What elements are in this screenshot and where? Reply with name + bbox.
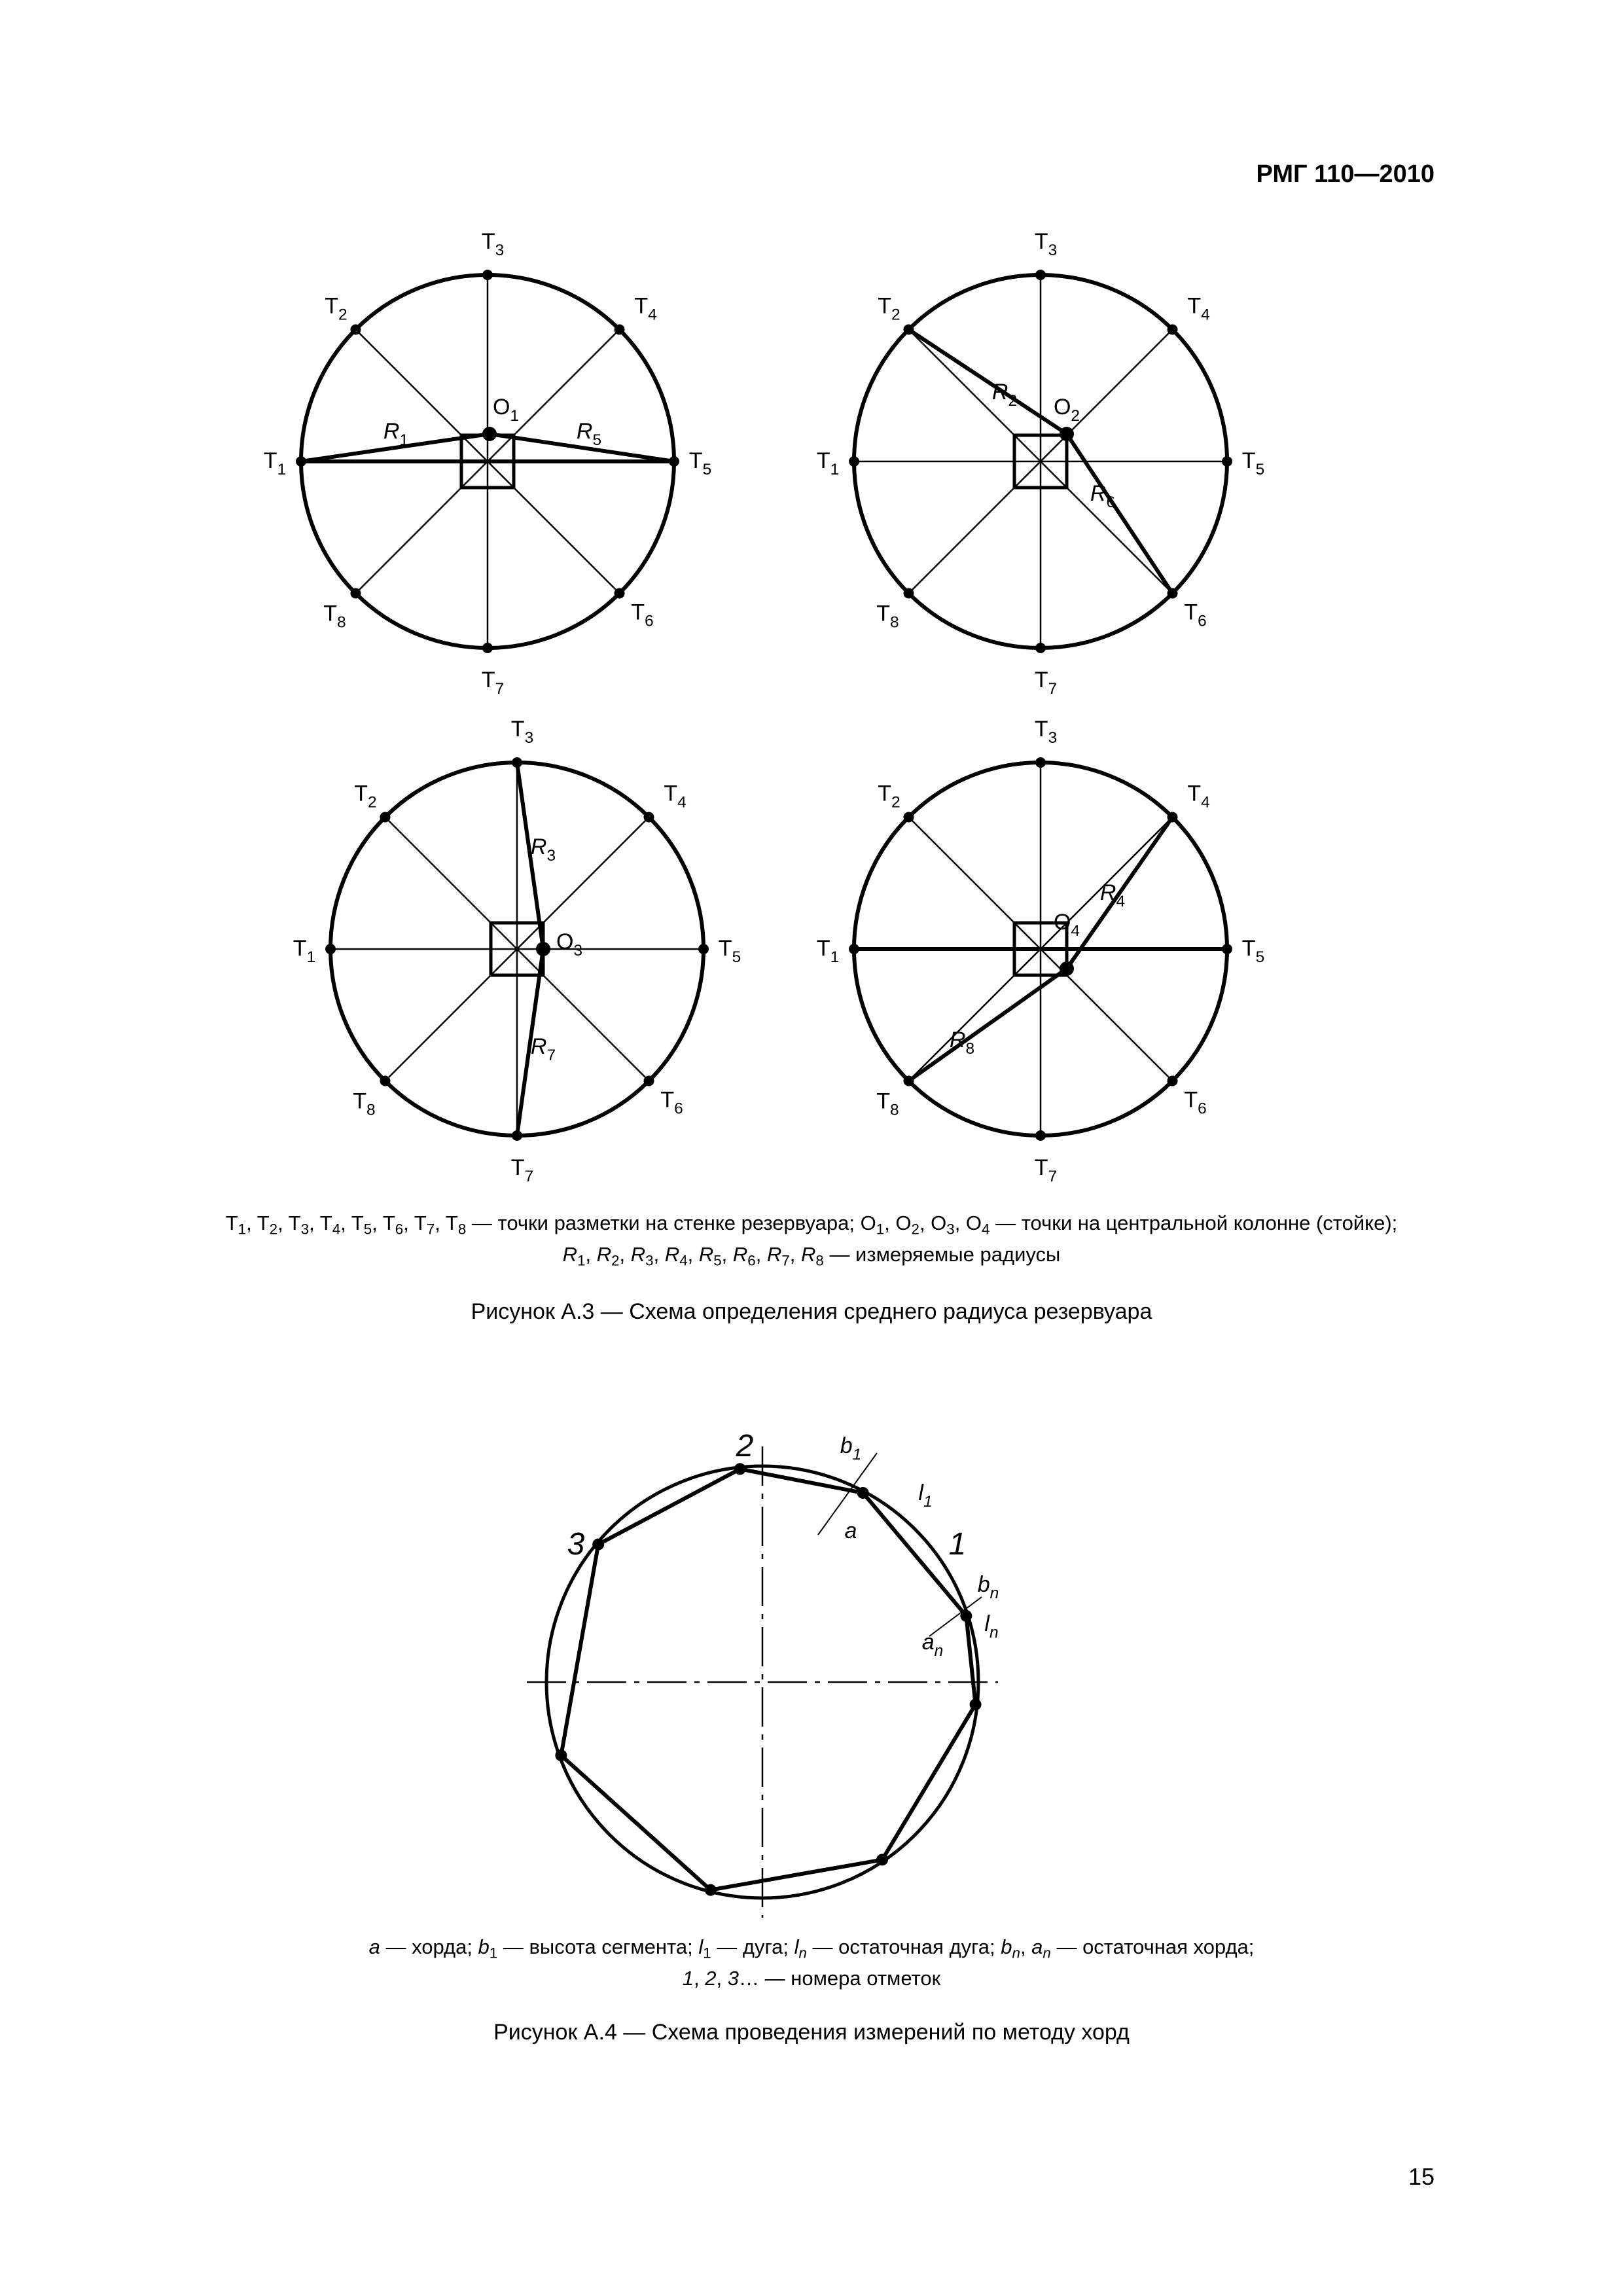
figure-a3-legend-line1: $T_1$, $T_2$, $T_3$, $T_4$, $T_5$, $T_6$, $T_7$, $T_8$ — точки разметки на стенке резервуара; $O_1$, $O_2$, $O_3$, $O_4$ — точки на центральной колонне (стойке); [225, 1211, 1398, 1238]
marking-point-t1 [849, 944, 859, 954]
point-label-t2: $T_2$ [325, 293, 348, 324]
mark-point-7 [970, 1698, 982, 1710]
radius-label-r4: $R_4$ [1099, 880, 1126, 910]
radius-label-r8: $R_8$ [949, 1028, 975, 1058]
tank-diagram-1 [264, 229, 711, 698]
marking-point-t7 [482, 643, 493, 653]
label-l1: $l_1$ [918, 1480, 933, 1511]
marking-point-t3 [512, 757, 522, 768]
mark-number-2: 2 [736, 1429, 754, 1463]
mark-number-3: 3 [567, 1527, 585, 1562]
figure-a3-diagrams [264, 229, 1264, 1185]
radius-label-r2: $R_2$ [991, 380, 1018, 410]
mark-point-5 [705, 1884, 717, 1896]
center-label-o1: $O_1$ [492, 395, 520, 425]
marking-point-t4 [644, 812, 654, 822]
radius-label-r6: $R_6$ [1090, 481, 1116, 511]
label-ln: $l_n$ [984, 1611, 999, 1641]
marking-point-t8 [903, 588, 914, 599]
column-point-o3 [536, 942, 550, 956]
marking-point-t3 [1035, 270, 1046, 280]
point-label-t8: $T_8$ [876, 1088, 899, 1119]
marking-point-t5 [669, 456, 679, 467]
point-label-t7: $T_7$ [481, 668, 505, 698]
point-label-t6: $T_6$ [1184, 600, 1207, 630]
point-label-t1: $T_1$ [263, 448, 287, 478]
figure-a4-legend-line1: a — хорда; $b_1$ — высота сегмента; $l_1$ — дуга; $l_n$ — остаточная дуга; $b_n$, $a_n$ — остаточная хорда; [368, 1935, 1255, 1962]
label-an: $a_n$ [921, 1630, 944, 1660]
marking-point-t1 [849, 456, 859, 467]
marking-point-t2 [380, 812, 390, 822]
marking-point-t6 [615, 588, 625, 599]
marking-point-t7 [1035, 643, 1046, 653]
point-label-t3: $T_3$ [1034, 717, 1058, 747]
label-b1: $b_1$ [840, 1433, 862, 1463]
chord-line [561, 1545, 598, 1755]
page-number: 15 [1408, 2163, 1435, 2190]
point-label-t4: $T_4$ [664, 781, 687, 812]
point-label-t5: $T_5$ [1241, 936, 1265, 966]
point-label-t5: $T_5$ [718, 936, 741, 966]
marking-point-t5 [1222, 456, 1232, 467]
marking-point-t3 [482, 270, 493, 280]
point-label-t8: $T_8$ [876, 601, 899, 632]
radius-label-r1: $R_1$ [383, 419, 409, 449]
marking-point-t7 [512, 1130, 522, 1141]
label-a: a [844, 1518, 857, 1543]
center-label-o2: $O_2$ [1053, 395, 1080, 425]
document-number: РМГ 110—2010 [1256, 160, 1435, 188]
point-label-t7: $T_7$ [1034, 668, 1058, 698]
measured-radius-line [908, 969, 1067, 1081]
chord-line [598, 1469, 740, 1544]
figure-a3-legend-line2: $R_1$, $R_2$, $R_3$, $R_4$, $R_5$, $R_6$, $R_7$, $R_8$ — измеряемые радиусы [562, 1243, 1061, 1269]
tank-diagram-3 [293, 717, 741, 1185]
marking-point-t8 [350, 588, 361, 599]
marking-point-t4 [1168, 324, 1178, 334]
point-label-t1: $T_1$ [293, 936, 316, 966]
mark-point-2 [734, 1463, 746, 1475]
marking-point-t6 [1168, 588, 1178, 599]
marking-point-t3 [1035, 757, 1046, 768]
center-label-o3: $O_3$ [556, 929, 583, 960]
chord-line [882, 1704, 976, 1859]
chord-line [561, 1755, 710, 1890]
column-point-o2 [1060, 427, 1074, 441]
radius-label-r5: $R_5$ [576, 419, 602, 449]
figure-a4-caption: Рисунок А.4 — Схема проведения измерений по методу хорд [493, 2020, 1130, 2045]
center-label-o4: $O_4$ [1053, 910, 1080, 940]
column-point-o4 [1060, 961, 1074, 976]
point-label-t4: $T_4$ [634, 293, 657, 324]
point-label-t3: $T_3$ [1034, 229, 1058, 259]
marking-point-t2 [903, 812, 914, 822]
point-label-t2: $T_2$ [878, 781, 901, 812]
point-label-t7: $T_7$ [510, 1155, 534, 1185]
tank-diagram-2 [817, 229, 1264, 698]
point-label-t8: $T_8$ [323, 601, 346, 632]
figure-a4-legend-line2: 1, 2, 3… — номера отметок [682, 1967, 941, 1990]
point-label-t4: $T_4$ [1187, 293, 1210, 324]
marking-point-t6 [1168, 1076, 1178, 1086]
measured-radius-line [908, 329, 1067, 434]
point-label-t6: $T_6$ [1184, 1087, 1207, 1118]
marking-point-t1 [325, 944, 336, 954]
marking-point-t8 [903, 1076, 914, 1086]
marking-point-t4 [615, 324, 625, 334]
radius-label-r7: $R_7$ [530, 1034, 556, 1064]
figure-a3-caption: Рисунок А.3 — Схема определения среднего радиуса резервуара [471, 1299, 1152, 1324]
point-label-t5: $T_5$ [688, 448, 712, 478]
point-label-t3: $T_3$ [481, 229, 505, 259]
point-label-t8: $T_8$ [353, 1088, 376, 1119]
marking-point-t8 [380, 1076, 390, 1086]
marking-point-t4 [1168, 812, 1178, 822]
point-label-t1: $T_1$ [816, 448, 840, 478]
marking-point-t6 [644, 1076, 654, 1086]
point-label-t6: $T_6$ [660, 1087, 683, 1118]
column-point-o1 [482, 427, 497, 441]
tank-diagram-4 [817, 717, 1264, 1185]
point-label-t5: $T_5$ [1241, 448, 1265, 478]
mark-point-3 [592, 1539, 604, 1551]
figure-a4-diagram [527, 1429, 999, 1918]
marking-point-t5 [698, 944, 709, 954]
point-label-t4: $T_4$ [1187, 781, 1210, 812]
mark-point-1 [857, 1487, 869, 1499]
point-label-t2: $T_2$ [354, 781, 377, 812]
marking-point-t1 [296, 456, 306, 467]
point-label-t2: $T_2$ [878, 293, 901, 324]
measured-radius-line [1067, 434, 1173, 594]
point-label-t3: $T_3$ [510, 717, 534, 747]
mark-number-1: 1 [948, 1527, 967, 1562]
point-label-t6: $T_6$ [631, 600, 654, 630]
marking-point-t7 [1035, 1130, 1046, 1141]
mark-point-4 [555, 1749, 567, 1761]
marking-point-t2 [903, 324, 914, 334]
marking-point-t5 [1222, 944, 1232, 954]
point-label-t1: $T_1$ [816, 936, 840, 966]
radius-label-r3: $R_3$ [530, 834, 556, 865]
label-bn: $b_n$ [977, 1572, 999, 1602]
mark-point-6 [876, 1854, 888, 1865]
point-label-t7: $T_7$ [1034, 1155, 1058, 1185]
marking-point-t2 [350, 324, 361, 334]
